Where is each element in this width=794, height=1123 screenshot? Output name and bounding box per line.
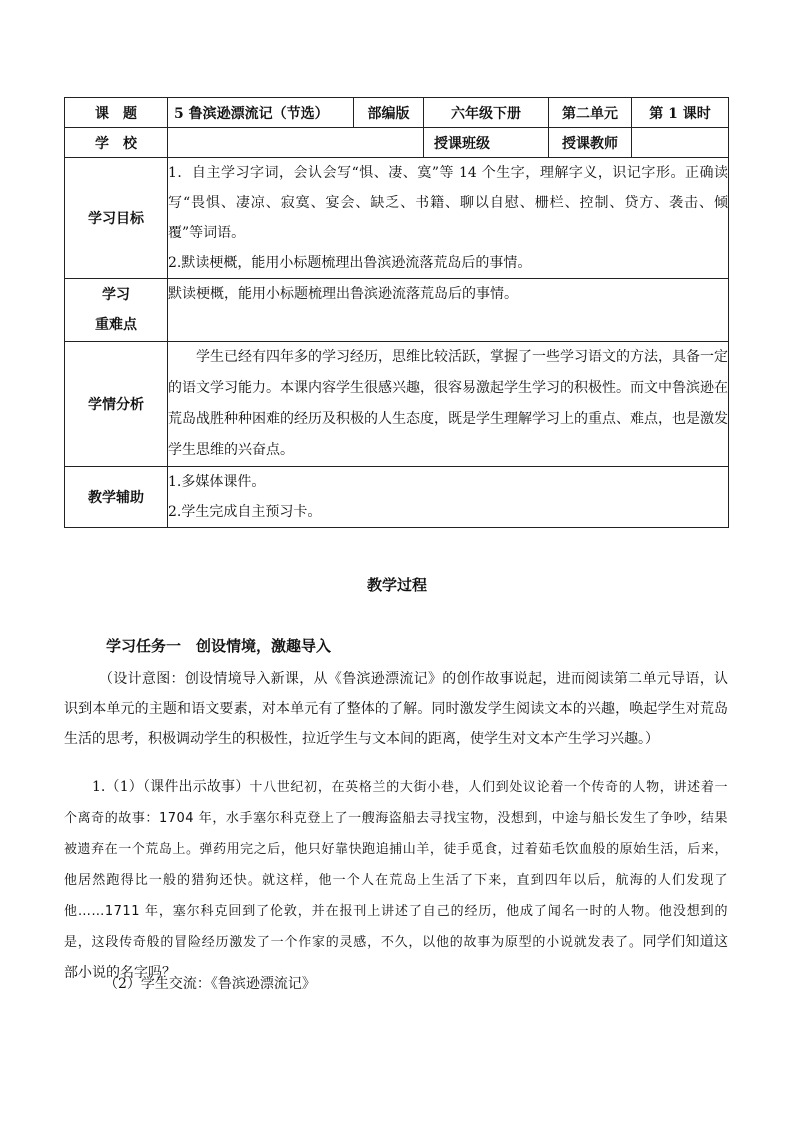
table-row xyxy=(65,467,729,528)
task-1-heading: 学习任务一 创设情境，激趣导入 xyxy=(106,637,332,655)
analysis-label: 学情分析 xyxy=(65,342,168,467)
analysis-value: 学生已经有四年多的学习经历，思维比较活跃，掌握了一些学习语文的方法，具备一定的语文学习能力。本课内容学生很感兴趣，很容易激起学生学习的积极性。而文中鲁滨逊在荒岛战胜种种困难的经历及积极的人生态度，既是学生理解学习上的重点、难点，也是激发学生思维的兴奋点。 xyxy=(168,342,729,467)
table-row xyxy=(65,158,729,279)
school-label: 学 校 xyxy=(65,128,168,158)
table-row xyxy=(65,98,729,128)
lesson-info-table xyxy=(64,97,729,528)
grade: 六年级下册 xyxy=(424,98,549,128)
step-1-prefix: 1.（1）（课件出示故事） xyxy=(92,779,250,795)
aids-cell xyxy=(168,467,729,528)
step-1 xyxy=(64,772,728,989)
difficulty-value: 默读梗概，能用小标题梳理出鲁滨逊流落荒岛后的事情。 xyxy=(168,279,729,342)
teacher-label: 授课教师 xyxy=(549,128,632,158)
period: 第 1 课时 xyxy=(632,98,729,128)
table-row xyxy=(65,342,729,467)
teacher-value[interactable] xyxy=(632,128,729,158)
subject-label: 课 题 xyxy=(65,98,168,128)
process-title: 教学过程 xyxy=(366,576,427,594)
difficulty-label: 学习 重难点 xyxy=(65,279,168,342)
aids-label: 教学辅助 xyxy=(65,467,168,528)
goal-1: 1．自主学习字词，会认会写“惧、凄、寞”等 14 个生字，理解字义，识记字形。正确读写“畏惧、凄凉、寂寞、宴会、缺乏、书籍、聊以自慰、栅栏、控制、贷方、袭击、倾覆”等词语。 xyxy=(168,165,728,241)
unit: 第二单元 xyxy=(549,98,632,128)
step-1-question: 同学们知道这部小说的名字吗？ xyxy=(64,934,728,981)
aid-2: 2.学生完成自主预习卡。 xyxy=(168,504,322,520)
goals-label: 学习目标 xyxy=(65,158,168,279)
school-value[interactable] xyxy=(168,128,424,158)
story-text: 十八世纪初，在英格兰的大街小巷，人们到处议论着一个传奇的人物，讲述着一个离奇的故事：1704 年，水手塞尔科克登上了一艘海盗船去寻找宝物，没想到，中途与船长发生了争吵，结果被遗弃在一个荒岛上。弹药用完之后，他只好靠快跑追捕山羊，徒手觅食，过着茹毛饮血般的原始生活，后来，他居然跑得比一般的猎狗还快。就这样，他一个人在荒岛上生活了下来，直到四年以后，航海的人们发现了他……1711 年，塞尔科克回到了伦敦，并在报刊上讲述了自己的经历，他成了闻名一时的人物。他没想到的是，这段传奇般的冒险经历激发了一个作家的灵感，不久，以他的故事为原型的小说就发表了。 xyxy=(64,780,728,950)
goals-cell xyxy=(168,158,729,279)
table-row xyxy=(65,279,729,342)
table-row xyxy=(65,128,729,158)
class-label: 授课班级 xyxy=(424,128,549,158)
design-intent: （设计意图：创设情境导入新课，从《鲁滨逊漂流记》的创作故事说起，进而阅读第二单元导语，认识到本单元的主题和语文要素，对本单元有了整体的了解。同时激发学生阅读文本的兴趣，唤起学生对荒岛生活的思考，积极调动学生的积极性，拉近学生与文本间的距离，使学生对文本产生学习兴趣。） xyxy=(64,671,728,747)
subject-value: 5 鲁滨逊漂流记（节选） xyxy=(168,98,354,128)
step-2: （2）学生交流：《鲁滨逊漂流记》 xyxy=(104,976,316,992)
goal-2: 2.默读梗概，能用小标题梳理出鲁滨逊流落荒岛后的事情。 xyxy=(168,255,532,271)
aid-1: 1.多媒体课件。 xyxy=(168,474,266,490)
edition: 部编版 xyxy=(354,98,424,128)
